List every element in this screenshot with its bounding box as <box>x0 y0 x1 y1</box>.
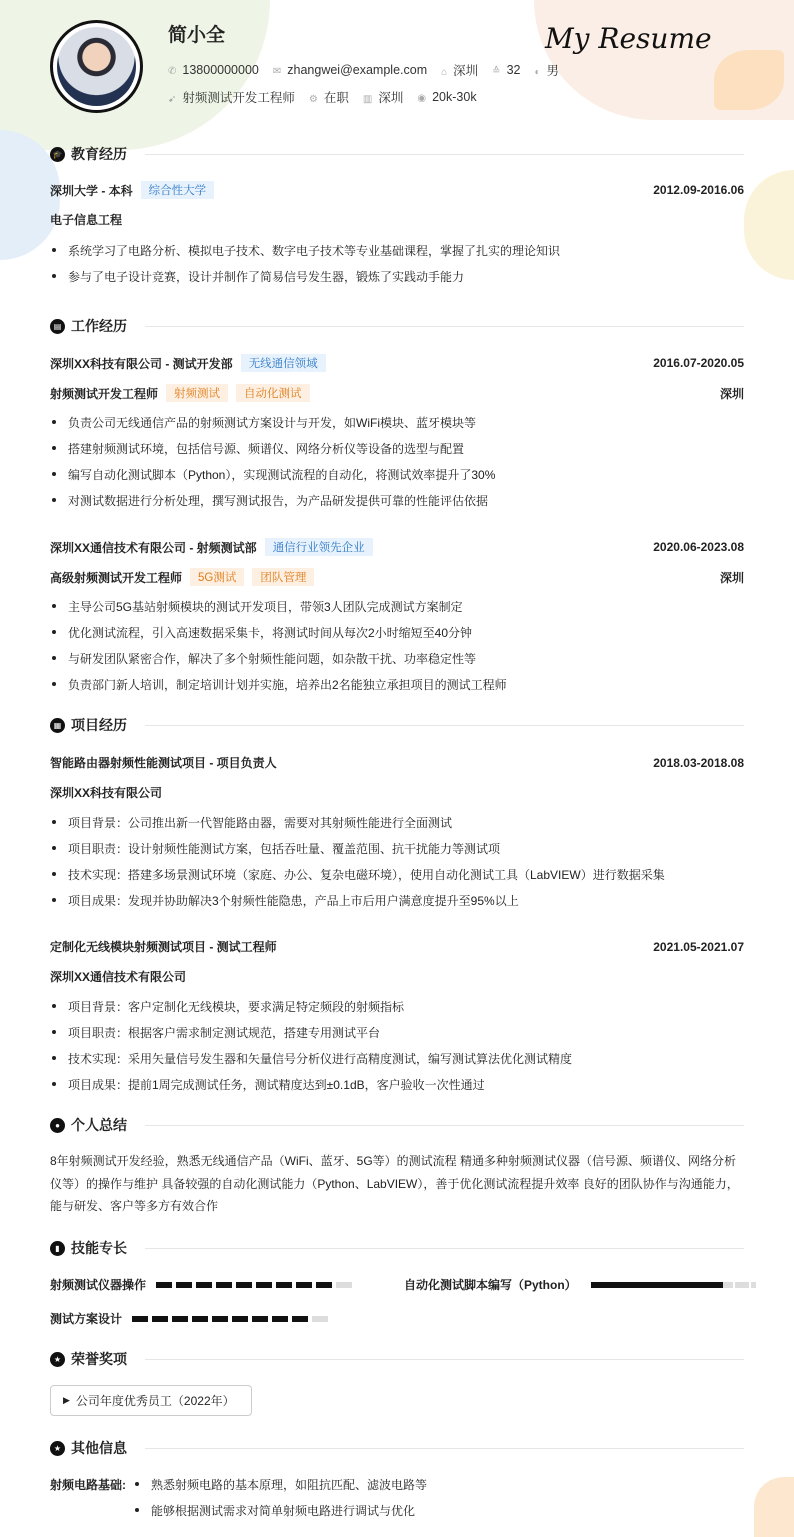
project-entry <box>50 938 744 955</box>
skill-segment <box>196 1282 212 1288</box>
phone-icon: ✆ <box>168 66 177 77</box>
section-awards <box>50 1349 744 1369</box>
skill-segment <box>316 1282 332 1288</box>
skill-segment <box>156 1282 172 1288</box>
skill-name: 测试方案设计 <box>50 1312 123 1326</box>
send-icon: ➹ <box>168 94 177 105</box>
skill-segment <box>236 1282 252 1288</box>
section-title: 其他信息 <box>71 1440 127 1456</box>
status-icon: ⚙ <box>308 94 318 105</box>
chart-icon: ▮ <box>50 1241 65 1256</box>
date: 2020.06-2023.08 <box>653 540 744 554</box>
skill-segment <box>336 1282 352 1288</box>
skill-segment <box>152 1316 168 1322</box>
avatar <box>50 20 143 113</box>
list-item: 对测试数据进行分析处理，撰写测试报告，为产品研发提供可靠的性能评估依据 <box>50 492 744 509</box>
school: 深圳大学 - 本科 <box>50 183 133 198</box>
tag: 团队管理 <box>252 568 314 586</box>
gender: 男 <box>546 64 560 78</box>
section-title: 技能专长 <box>71 1240 127 1256</box>
major: 电子信息工程 <box>50 213 123 227</box>
tag: 通信行业领先企业 <box>265 538 373 556</box>
user-icon: ● <box>50 1118 65 1133</box>
skill-name: 自动化测试脚本编写（Python） <box>404 1278 577 1292</box>
age: 32 <box>506 63 521 77</box>
list-item: 编写自动化测试脚本（Python），实现测试流程的自动化，将测试效率提升了30% <box>50 466 744 483</box>
skill-segment <box>212 1316 228 1322</box>
info-icon: ★ <box>50 1441 65 1456</box>
award-icon: ★ <box>50 1352 65 1367</box>
grid-icon: ▦ <box>50 718 65 733</box>
work-entry <box>50 354 744 372</box>
project-name: 定制化无线模块射频测试项目 - 测试工程师 <box>50 940 277 954</box>
role: 射频测试开发工程师 <box>50 386 159 401</box>
list-item: 主导公司5G基站射频模块的测试开发项目，带领3人团队完成测试方案制定 <box>50 598 744 615</box>
salary-icon: ◉ <box>417 93 427 104</box>
section-skills <box>50 1238 744 1258</box>
gender-icon: ◐ <box>534 67 541 78</box>
decor-flower <box>754 1477 794 1537</box>
list-item: 负责部门新人培训，制定培训计划并实施，培养出2名能独立承担项目的测试工程师 <box>50 676 744 693</box>
list-item: 系统学习了电路分析、模拟电子技术、数字电子技术等专业基础课程，掌握了扎实的理论知识 <box>50 242 744 259</box>
position: 射频测试开发工程师 <box>182 91 295 105</box>
award-label: 公司年度优秀员工（2022年） <box>75 1394 235 1408</box>
home-icon: ⌂ <box>441 67 448 78</box>
section-title: 荣誉奖项 <box>71 1351 127 1367</box>
project-name: 智能路由器射频性能测试项目 - 项目负责人 <box>50 756 277 770</box>
company: 深圳XX科技有限公司 - 测试开发部 <box>50 356 233 371</box>
target-city: 深圳 <box>378 91 404 105</box>
date: 2012.09-2016.06 <box>653 183 744 197</box>
list-item: 参与了电子设计竞赛，设计并制作了简易信号发生器，锻炼了实践动手能力 <box>50 268 744 285</box>
date: 2018.03-2018.08 <box>653 755 744 770</box>
list-item: 能够根据测试需求对简单射频电路进行调试与优化 <box>133 1502 744 1519</box>
company: 深圳XX通信技术有限公司 <box>50 970 187 984</box>
briefcase-icon: ▤ <box>50 319 65 334</box>
other-label: 射频电路基础: <box>50 1478 126 1492</box>
decor-flower <box>714 50 784 110</box>
list-item: 熟悉射频电路的基本原理，如阻抗匹配、滤波电路等 <box>133 1476 744 1493</box>
summary-text: 8年射频测试开发经验，熟悉无线通信产品（WiFi、蓝牙、5G等）的测试流程 精通多种射频测试仪器（信号源、频谱仪、网络分析仪等）的操作与维护 具备较强的自动化测试能力（Python、LabVIEW），善于优化测试流程提升效率 良好的团队协作与沟通能力，能与研发、客户等多方有效合作 <box>50 1154 739 1213</box>
skill-item <box>50 1276 352 1293</box>
section-title: 个人总结 <box>71 1117 127 1133</box>
skill-segment <box>132 1316 148 1322</box>
job-intent-row <box>168 88 477 106</box>
skill-segment <box>192 1316 208 1322</box>
skill-segment <box>312 1316 328 1322</box>
list-item: 项目成果：提前1周完成测试任务，测试精度达到±0.1dB，客户验收一次性通过 <box>50 1076 744 1093</box>
mail-icon: ✉ <box>272 66 282 77</box>
list-item: 与研发团队紧密合作，解决了多个射频性能问题，如杂散干扰、功率稳定性等 <box>50 650 744 667</box>
skill-segment <box>176 1282 192 1288</box>
skill-segment <box>272 1316 288 1322</box>
city: 深圳 <box>719 570 744 585</box>
section-work <box>50 316 744 336</box>
section-summary <box>50 1115 744 1135</box>
skill-item <box>404 1276 756 1293</box>
tag: 5G测试 <box>190 568 244 586</box>
age-icon: ≙ <box>492 66 501 77</box>
decor-yellow-blob <box>744 170 794 280</box>
list-item: 项目背景：客户定制化无线模块，要求满足特定频段的射频指标 <box>50 998 744 1015</box>
section-title: 教育经历 <box>71 146 127 162</box>
list-item: 项目职责：设计射频性能测试方案，包括吞吐量、覆盖范围、抗干扰能力等测试项 <box>50 840 744 857</box>
project-entry <box>50 754 744 771</box>
section-title: 工作经历 <box>71 318 127 334</box>
tag: 射频测试 <box>166 384 228 402</box>
company: 深圳XX科技有限公司 <box>50 786 163 800</box>
skill-level-bar <box>132 1316 328 1322</box>
candidate-name: 简小全 <box>168 25 226 46</box>
company: 深圳XX通信技术有限公司 - 射频测试部 <box>50 540 257 555</box>
list-item: 优化测试流程，引入高速数据采集卡，将测试时间从每次2小时缩短至40分钟 <box>50 624 744 641</box>
list-item: 项目背景：公司推出新一代智能路由器，需要对其射频性能进行全面测试 <box>50 814 744 831</box>
list-item: 项目职责：根据客户需求制定测试规范，搭建专用测试平台 <box>50 1024 744 1041</box>
skill-segment <box>232 1316 248 1322</box>
list-item: 负责公司无线通信产品的射频测试方案设计与开发，如WiFi模块、蓝牙模块等 <box>50 414 744 431</box>
skill-item <box>50 1310 328 1327</box>
date: 2016.07-2020.05 <box>653 356 744 370</box>
contact-row <box>168 61 559 79</box>
section-projects <box>50 715 744 735</box>
resume-title-script: My Resume <box>545 22 712 55</box>
date: 2021.05-2021.07 <box>653 939 744 954</box>
building-icon: ▥ <box>362 94 373 105</box>
list-item: 技术实现：采用矢量信号发生器和矢量信号分析仪进行高精度测试，编写测试算法优化测试精度 <box>50 1050 744 1067</box>
list-item: 搭建射频测试环境，包括信号源、频谱仪、网络分析仪等设备的选型与配置 <box>50 440 744 457</box>
city: 深圳 <box>719 386 744 401</box>
skill-name: 射频测试仪器操作 <box>50 1278 147 1292</box>
email: zhangwei@example.com <box>287 63 428 77</box>
skill-level-bar <box>156 1282 352 1288</box>
salary: 20k-30k <box>432 90 477 104</box>
skill-segment <box>292 1316 308 1322</box>
tag: 综合性大学 <box>141 181 215 199</box>
city: 深圳 <box>453 64 479 78</box>
skill-segment <box>256 1282 272 1288</box>
section-other <box>50 1438 744 1458</box>
caret-right-icon: ▶ <box>63 1395 70 1405</box>
skill-segment <box>252 1316 268 1322</box>
skill-segment <box>216 1282 232 1288</box>
tag: 无线通信领域 <box>241 354 326 372</box>
award-item[interactable] <box>50 1385 252 1416</box>
skill-segment <box>276 1282 292 1288</box>
skill-segment <box>296 1282 312 1288</box>
skill-level-bar <box>591 1282 756 1288</box>
list-item: 技术实现：搭建多场景测试环境（家庭、办公、复杂电磁环境），使用自动化测试工具（LabVIEW）进行数据采集 <box>50 866 744 883</box>
tag: 自动化测试 <box>236 384 310 402</box>
phone: 13800000000 <box>182 63 259 77</box>
graduation-cap-icon: 🎓 <box>50 147 65 162</box>
work-entry <box>50 538 744 556</box>
section-title: 项目经历 <box>71 717 127 733</box>
role: 高级射频测试开发工程师 <box>50 570 183 585</box>
status: 在职 <box>323 91 349 105</box>
section-education <box>50 144 744 164</box>
skill-segment <box>172 1316 188 1322</box>
list-item: 项目成果：发现并协助解决3个射频性能隐患，产品上市后用户满意度提升至95%以上 <box>50 892 744 909</box>
